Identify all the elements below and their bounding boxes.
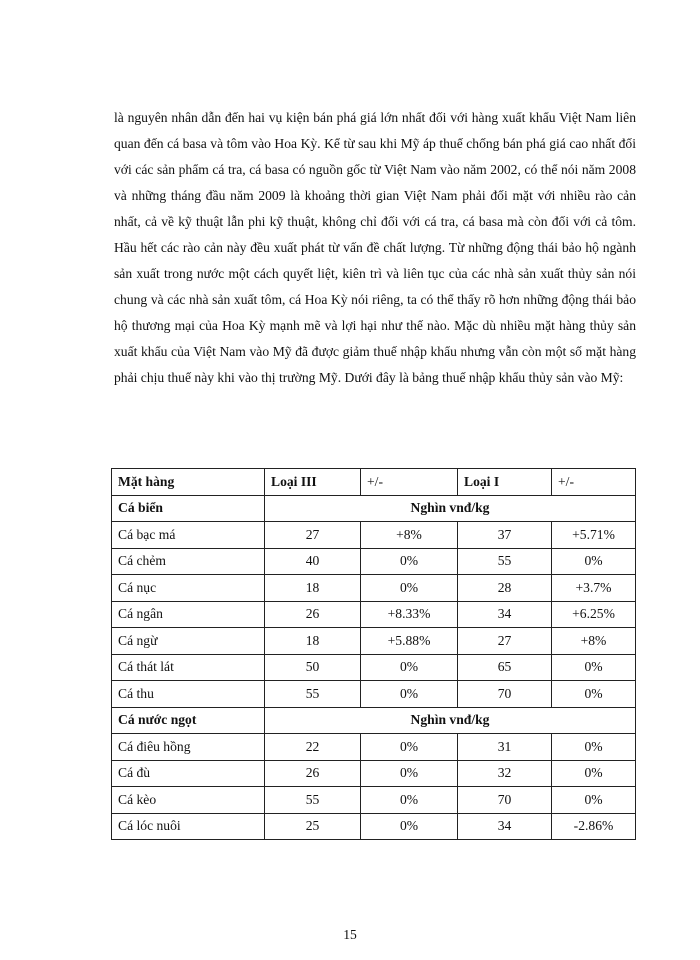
fish-name: Cá ngân: [112, 601, 265, 628]
fish-name: Cá chẻm: [112, 548, 265, 575]
grade-3-price: 55: [265, 681, 361, 708]
grade-1-change: 0%: [552, 654, 636, 681]
grade-1-price: 34: [458, 813, 552, 840]
fish-name: Cá thu: [112, 681, 265, 708]
import-tax-table: [111, 468, 636, 840]
fish-name: Cá nục: [112, 575, 265, 602]
grade-3-change: 0%: [361, 760, 458, 787]
page-number: 15: [343, 927, 357, 942]
grade-3-price: 50: [265, 654, 361, 681]
grade-1-change: -2.86%: [552, 813, 636, 840]
grade-3-change: 0%: [361, 813, 458, 840]
grade-1-price: 70: [458, 787, 552, 814]
grade-1-change: 0%: [552, 681, 636, 708]
grade-3-price: 22: [265, 734, 361, 761]
fish-name: Cá ngừ: [112, 628, 265, 655]
grade-1-price: 28: [458, 575, 552, 602]
group-unit: Nghìn vnđ/kg: [265, 495, 636, 522]
table-row: [112, 548, 636, 575]
table-row: [112, 601, 636, 628]
grade-3-change: +8.33%: [361, 601, 458, 628]
grade-1-change: 0%: [552, 548, 636, 575]
grade-1-change: +3.7%: [552, 575, 636, 602]
grade-1-change: +8%: [552, 628, 636, 655]
grade-1-change: +5.71%: [552, 522, 636, 549]
grade-1-price: 27: [458, 628, 552, 655]
table-row: [112, 575, 636, 602]
fish-name: Cá đù: [112, 760, 265, 787]
grade-1-price: 31: [458, 734, 552, 761]
fish-name: Cá bạc má: [112, 522, 265, 549]
grade-3-price: 26: [265, 760, 361, 787]
grade-3-price: 26: [265, 601, 361, 628]
group-row: [112, 707, 636, 734]
header-grade-3: Loại III: [265, 469, 361, 496]
grade-1-price: 34: [458, 601, 552, 628]
grade-3-change: +5.88%: [361, 628, 458, 655]
grade-3-change: 0%: [361, 681, 458, 708]
body-paragraph: là nguyên nhân dẫn đến hai vụ kiện bán phá giá lớn nhất đối với hàng xuất khẩu Việt Nam liên quan đến cá basa và tôm vào Hoa Kỳ. Kể từ sau khi Mỹ áp thuế chống bán phá giá cao nhất đối với các sản phẩm cá tra, cá basa có nguồn gốc từ Việt Nam vào năm 2002, có thể nói năm 2008 và những tháng đầu năm 2009 là khoảng thời gian Việt Nam phải đối mặt với nhiều rào cản nhất, cả về kỹ thuật lẫn phi kỹ thuật, không chỉ đối với cá tra, cá basa mà còn đối với cả tôm. Hầu hết các rào cản này đều xuất phát từ vấn đề chất lượng. Từ những động thái bảo hộ ngành sản xuất trong nước một cách quyết liệt, kiên trì và liên tục của các nhà sản xuất thủy sản nói chung và các nhà sản xuất tôm, cá Hoa Kỳ nói riêng, ta có thể thấy rõ hơn những động thái bảo hộ thương mại của Hoa Kỳ mạnh mẽ và lợi hại như thế nào. Mặc dù nhiều mặt hàng thủy sản xuất khẩu của Việt Nam vào Mỹ đã được giảm thuế nhập khẩu nhưng vẫn còn một số mặt hàng phải chịu thuế này khi vào thị trường Mỹ. Dưới đây là bảng thuế nhập khẩu thủy sản vào Mỹ:: [114, 110, 636, 385]
grade-1-change: 0%: [552, 760, 636, 787]
grade-3-price: 18: [265, 628, 361, 655]
table-header-row: [112, 469, 636, 496]
grade-1-change: 0%: [552, 787, 636, 814]
grade-3-change: 0%: [361, 787, 458, 814]
fish-name: Cá thát lát: [112, 654, 265, 681]
grade-1-price: 32: [458, 760, 552, 787]
table-row: [112, 522, 636, 549]
grade-3-change: 0%: [361, 734, 458, 761]
fish-name: Cá kèo: [112, 787, 265, 814]
fish-name: Cá lóc nuôi: [112, 813, 265, 840]
grade-1-price: 70: [458, 681, 552, 708]
table-row: [112, 813, 636, 840]
grade-1-price: 55: [458, 548, 552, 575]
grade-3-change: 0%: [361, 575, 458, 602]
header-item: Mặt hàng: [112, 469, 265, 496]
fish-name: Cá điêu hồng: [112, 734, 265, 761]
grade-3-price: 55: [265, 787, 361, 814]
header-grade-1: Loại I: [458, 469, 552, 496]
table-row: [112, 760, 636, 787]
grade-3-price: 40: [265, 548, 361, 575]
table-row: [112, 787, 636, 814]
table-row: [112, 681, 636, 708]
table-row: [112, 654, 636, 681]
table-row: [112, 734, 636, 761]
grade-3-price: 25: [265, 813, 361, 840]
group-row: [112, 495, 636, 522]
grade-3-change: +8%: [361, 522, 458, 549]
grade-3-price: 27: [265, 522, 361, 549]
grade-1-price: 37: [458, 522, 552, 549]
group-unit: Nghìn vnđ/kg: [265, 707, 636, 734]
group-label: Cá nước ngọt: [112, 707, 265, 734]
table-row: [112, 628, 636, 655]
group-label: Cá biển: [112, 495, 265, 522]
grade-3-change: 0%: [361, 548, 458, 575]
header-change-1: +/-: [552, 469, 636, 496]
header-change-3: +/-: [361, 469, 458, 496]
grade-1-price: 65: [458, 654, 552, 681]
grade-1-change: +6.25%: [552, 601, 636, 628]
grade-3-change: 0%: [361, 654, 458, 681]
grade-1-change: 0%: [552, 734, 636, 761]
grade-3-price: 18: [265, 575, 361, 602]
